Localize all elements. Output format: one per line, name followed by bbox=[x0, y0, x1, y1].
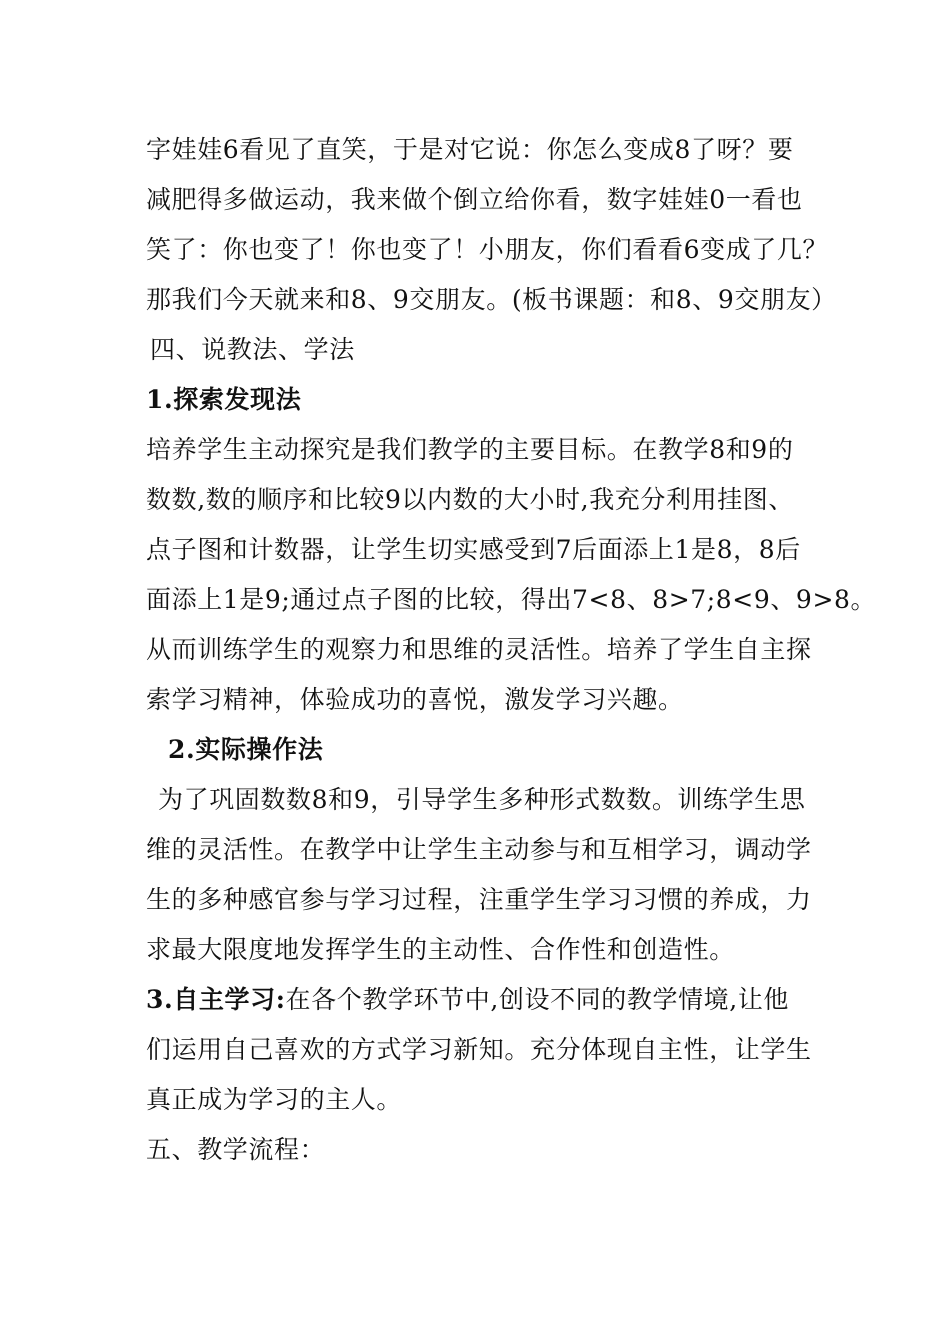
paragraph-line: 培养学生主动探究是我们教学的主要目标。在教学8和9的 bbox=[146, 435, 794, 464]
subsection-heading: 1.探索发现法 bbox=[146, 385, 302, 414]
paragraph-line: 们运用自己喜欢的方式学习新知。充分体现自主性，让学生 bbox=[146, 1035, 812, 1064]
paragraph-line bbox=[146, 985, 789, 1015]
paragraph-line: 字娃娃6看见了直笑，于是对它说：你怎么变成8了呀？要 bbox=[146, 135, 794, 164]
paragraph-line: 数数,数的顺序和比较9以内数的大小时,我充分利用挂图、 bbox=[146, 485, 795, 514]
paragraph-line: 笑了：你也变了！你也变了！小朋友，你们看看6变成了几？ bbox=[146, 235, 829, 264]
paragraph-line: 减肥得多做运动，我来做个倒立给你看，数字娃娃0一看也 bbox=[146, 185, 803, 214]
paragraph-line: 真正成为学习的主人。 bbox=[146, 1085, 403, 1114]
paragraph-line: 面添上1是9;通过点子图的比较，得出7<8、8>7;8<9、9>8。 bbox=[146, 585, 877, 614]
paragraph-line: 求最大限度地发挥学生的主动性、合作性和创造性。 bbox=[146, 935, 735, 964]
paragraph-line: 那我们今天就来和8、9交朋友。(板书课题：和8、9交朋友） bbox=[146, 285, 837, 314]
paragraph-line: 维的灵活性。在教学中让学生主动参与和互相学习，调动学 bbox=[146, 835, 812, 864]
paragraph-line: 点子图和计数器，让学生切实感受到7后面添上1是8，8后 bbox=[146, 535, 801, 564]
subsection-heading: 2.实际操作法 bbox=[168, 735, 324, 764]
section-heading: 四、说教法、学法 bbox=[150, 335, 355, 364]
subsection-heading: 3.自主学习: bbox=[146, 985, 286, 1014]
paragraph-line: 索学习精神，体验成功的喜悦，激发学习兴趣。 bbox=[146, 685, 684, 714]
paragraph-text: 在各个教学环节中,创设不同的教学情境,让他 bbox=[285, 985, 790, 1014]
paragraph-line: 生的多种感官参与学习过程，注重学生学习习惯的养成，力 bbox=[146, 885, 812, 914]
paragraph-line: 从而训练学生的观察力和思维的灵活性。培养了学生自主探 bbox=[146, 635, 812, 664]
section-heading: 五、教学流程： bbox=[146, 1135, 326, 1164]
paragraph-line: 为了巩固数数8和9，引导学生多种形式数数。训练学生思 bbox=[158, 785, 806, 814]
